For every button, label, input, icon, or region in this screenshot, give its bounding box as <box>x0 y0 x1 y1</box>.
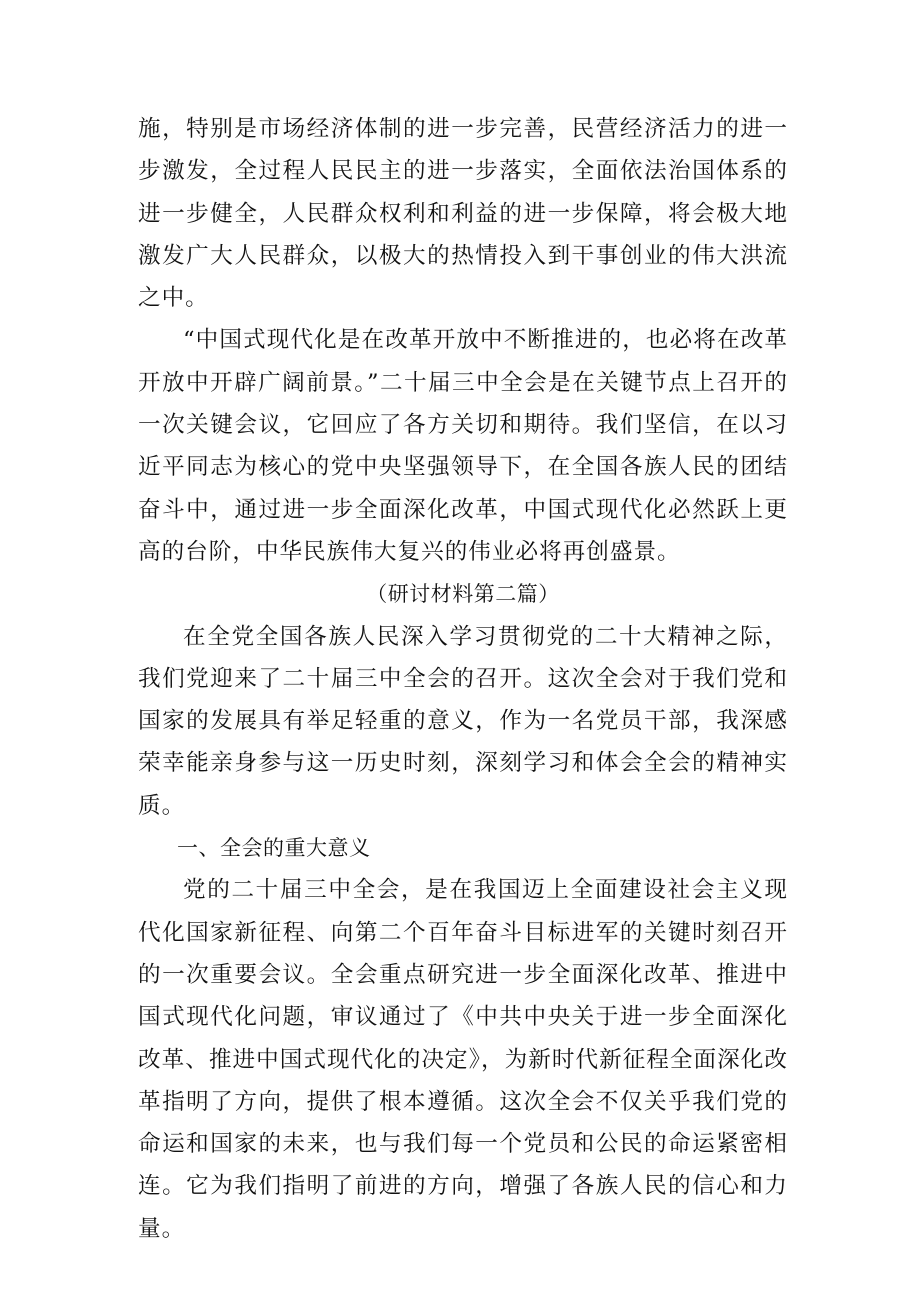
paragraph-continued: 施，特别是市场经济体制的进一步完善，民营经济活力的进一步激发，全过程人民民主的进一步落实，全面依法治国体系的进一步健全，人民群众权利和利益的进一步保障，将会极大地激发广大人民群众，以极大的热情投入到干事创业的伟大洪流之中。 <box>138 116 788 312</box>
paragraph-intro: 在全党全国各族人民深入学习贯彻党的二十大精神之际，我们党迎来了二十届三中全会的召开。这次全会对于我们党和国家的发展具有举足轻重的意义，作为一名党员干部，我深感荣幸能亲身参与这一历史时刻，深刻学习和体会全会的精神实质。 <box>138 623 788 819</box>
paragraph-significance: 党的二十届三中全会，是在我国迈上全面建设社会主义现代化国家新征程、向第二个百年奋斗目标进军的关键时刻召开的一次重要会议。全会重点研究进一步全面深化改革、推进中国式现代化问题，审议通过了《中共中央关于进一步全面深化改革、推进中国式现代化的决定》，为新时代新征程全面深化改革指明了方向，提供了根本遵循。这次全会不仅关乎我们党的命运和国家的未来，也与我们每一个党员和公民的命运紧密相连。它为我们指明了前进的方向，增强了各族人民的信心和力量。 <box>138 877 788 1242</box>
section-title: （研讨材料第二篇） <box>366 582 560 607</box>
heading-significance: 一、全会的重大意义 <box>177 836 371 861</box>
paragraph-quote: “中国式现代化是在改革开放中不断推进的，也必将在改革开放中开辟广阔前景。”二十届三中全会是在关键节点上召开的一次关键会议，它回应了各方关切和期待。我们坚信，在以习近平同志为核心的党中央坚强领导下，在全国各族人民的团结奋斗中，通过进一步全面深化改革，中国式现代化必然跃上更高的台阶，中华民族伟大复兴的伟业必将再创盛景。 <box>138 327 788 565</box>
document-body <box>138 108 788 1250</box>
